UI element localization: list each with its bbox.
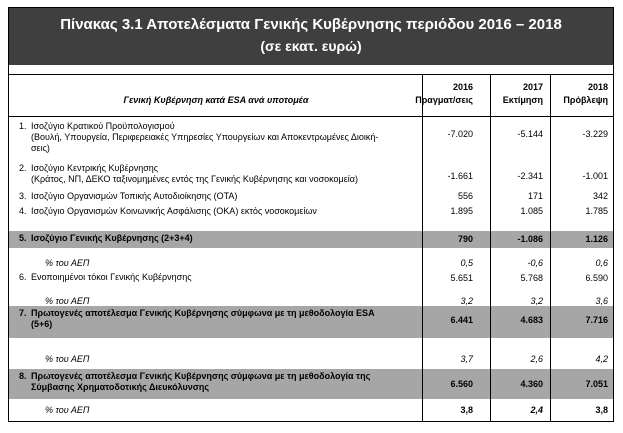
row-label-line: Πρωτογενές αποτέλεσμα Γενικής Κυβέρνησης σύμφωνα με τη μεθοδολογία ESA bbox=[31, 308, 375, 318]
row-value-2016: 6.441 bbox=[450, 315, 473, 325]
col-2018-sub: Πρόβλεψη bbox=[563, 95, 608, 105]
row-value-2016: 3,7 bbox=[460, 354, 473, 364]
table-row bbox=[9, 189, 613, 204]
row-index: 5. bbox=[19, 233, 27, 243]
table-row bbox=[9, 270, 613, 286]
row-value-2018: 7.051 bbox=[585, 379, 608, 389]
row-value-2018: 3,8 bbox=[595, 405, 608, 415]
row-value-2017: -0,6 bbox=[527, 258, 543, 268]
col-2017-sub: Εκτίμηση bbox=[502, 95, 543, 105]
row-value-2016: 6.560 bbox=[450, 379, 473, 389]
row-value-2018: 6.590 bbox=[585, 273, 608, 283]
column-header-row bbox=[9, 74, 613, 116]
row-value-2016: 3,2 bbox=[460, 296, 473, 306]
table-subtitle: (σε εκατ. ευρώ) bbox=[260, 38, 362, 54]
divider-header-top bbox=[9, 74, 613, 75]
row-value-2018: 1.785 bbox=[585, 206, 608, 216]
row-index: 1. bbox=[19, 121, 27, 131]
table-row bbox=[9, 161, 613, 189]
row-value-2016: -1.661 bbox=[447, 171, 473, 181]
col-2017-year: 2017 bbox=[522, 82, 543, 92]
row-label bbox=[45, 405, 455, 416]
row-label bbox=[31, 191, 441, 202]
row-index: 4. bbox=[19, 206, 27, 216]
row-label-line: % του ΑΕΠ bbox=[45, 296, 90, 306]
column-divider-3 bbox=[550, 74, 551, 421]
row-value-2018: 1.126 bbox=[585, 234, 608, 244]
row-label-line: σεις) bbox=[31, 143, 50, 153]
row-label-line: Πρωτογενές αποτέλεσμα Γενικής Κυβέρνησης σύμφωνα με τη μεθοδολογία της bbox=[31, 371, 371, 381]
row-label bbox=[45, 354, 455, 365]
row-value-2018: 0,6 bbox=[595, 258, 608, 268]
table-row bbox=[9, 252, 613, 267]
row-value-2017: 5.768 bbox=[520, 273, 543, 283]
row-index: 2. bbox=[19, 163, 27, 173]
row-label bbox=[31, 308, 441, 330]
table-row bbox=[9, 399, 613, 421]
table-title: Πίνακας 3.1 Αποτελέσματα Γενικής Κυβέρνησης περιόδου 2016 – 2018 bbox=[60, 16, 562, 33]
row-value-2017: -1.086 bbox=[517, 234, 543, 244]
row-label-line: Ισοζύγιο Οργανισμών Κοινωνικής Ασφάλισης (ΟΚΑ) εκτός νοσοκομείων bbox=[31, 206, 317, 216]
column-divider-2 bbox=[490, 74, 491, 421]
row-label-line: % του ΑΕΠ bbox=[45, 354, 90, 364]
row-label-line: Ισοζύγιο Οργανισμών Τοπικής Αυτοδιοίκησης (ΟΤΑ) bbox=[31, 191, 238, 201]
row-value-2017: 1.085 bbox=[520, 206, 543, 216]
table-row bbox=[9, 204, 613, 219]
row-label bbox=[31, 121, 441, 154]
row-label-line: % του ΑΕΠ bbox=[45, 258, 90, 268]
row-value-2016: 3,8 bbox=[460, 405, 473, 415]
row-value-2017: 2,6 bbox=[530, 354, 543, 364]
row-index: 7. bbox=[19, 308, 27, 318]
row-value-2018: 4,2 bbox=[595, 354, 608, 364]
row-label-line: Σύμβασης Χρηματοδοτικής Διευκόλυνσης bbox=[31, 382, 210, 392]
row-value-2017: 171 bbox=[527, 191, 543, 201]
row-label-line: (Κράτος, ΝΠ, ΔΕΚΟ ταξινομημένες εντός της Γενικής Κυβέρνησης και νοσοκομεία) bbox=[31, 174, 358, 184]
row-value-2018: 3,6 bbox=[595, 296, 608, 306]
table-row bbox=[9, 306, 613, 338]
row-value-2016: 790 bbox=[457, 234, 473, 244]
row-value-2016: 5.651 bbox=[450, 273, 473, 283]
row-index: 6. bbox=[19, 272, 27, 282]
row-label bbox=[31, 371, 441, 393]
row-value-2018: 342 bbox=[592, 191, 608, 201]
col-2016-sub: Πραγματ/σεις bbox=[415, 95, 473, 105]
row-value-2018: -1.001 bbox=[582, 171, 608, 181]
row-value-2017: 2,4 bbox=[530, 405, 543, 415]
col-2016-year: 2016 bbox=[452, 82, 473, 92]
table-row bbox=[9, 369, 613, 399]
row-value-2016: 1.895 bbox=[450, 206, 473, 216]
row-label-line: (5+6) bbox=[31, 319, 53, 329]
row-label bbox=[31, 233, 441, 244]
table-header bbox=[9, 8, 613, 65]
row-value-2017: -2.341 bbox=[517, 171, 543, 181]
row-label bbox=[31, 206, 441, 217]
row-index: 8. bbox=[19, 371, 27, 381]
table-row bbox=[9, 288, 613, 306]
row-label bbox=[45, 258, 455, 269]
row-value-2017: 4.683 bbox=[520, 315, 543, 325]
table-frame bbox=[8, 7, 614, 422]
table-row bbox=[9, 231, 613, 248]
row-label-line: Ενοποιημένοι τόκοι Γενικής Κυβέρνησης bbox=[31, 272, 192, 282]
row-label-line: % του ΑΕΠ bbox=[45, 405, 90, 415]
row-value-2017: 4.360 bbox=[520, 379, 543, 389]
row-value-2016: -7.020 bbox=[447, 129, 473, 139]
divider-header-bottom bbox=[9, 116, 613, 117]
column-divider-1 bbox=[422, 74, 423, 421]
row-value-2017: -5.144 bbox=[517, 129, 543, 139]
row-label bbox=[31, 163, 441, 185]
row-index: 3. bbox=[19, 191, 27, 201]
column-header-label: Γενική Κυβέρνηση κατά ESA ανά υποτομέα bbox=[123, 95, 309, 105]
row-label bbox=[31, 272, 441, 283]
table-row bbox=[9, 341, 613, 365]
row-label-line: Ισοζύγιο Γενικής Κυβέρνησης (2+3+4) bbox=[31, 233, 193, 243]
row-label-line: Ισοζύγιο Κρατικού Προϋπολογισμού bbox=[31, 121, 175, 131]
row-value-2017: 3,2 bbox=[530, 296, 543, 306]
col-2018-year: 2018 bbox=[587, 82, 608, 92]
row-value-2018: 7.716 bbox=[585, 315, 608, 325]
row-value-2016: 556 bbox=[457, 191, 473, 201]
row-label-line: Ισοζύγιο Κεντρικής Κυβέρνησης bbox=[31, 163, 159, 173]
row-value-2018: -3.229 bbox=[582, 129, 608, 139]
row-value-2016: 0,5 bbox=[460, 258, 473, 268]
row-label-line: (Βουλή, Υπουργεία, Περιφερειακές Υπηρεσίες Υπουργείων και Αποκεντρωμένες Διοική- bbox=[31, 132, 379, 142]
table-row bbox=[9, 119, 613, 161]
